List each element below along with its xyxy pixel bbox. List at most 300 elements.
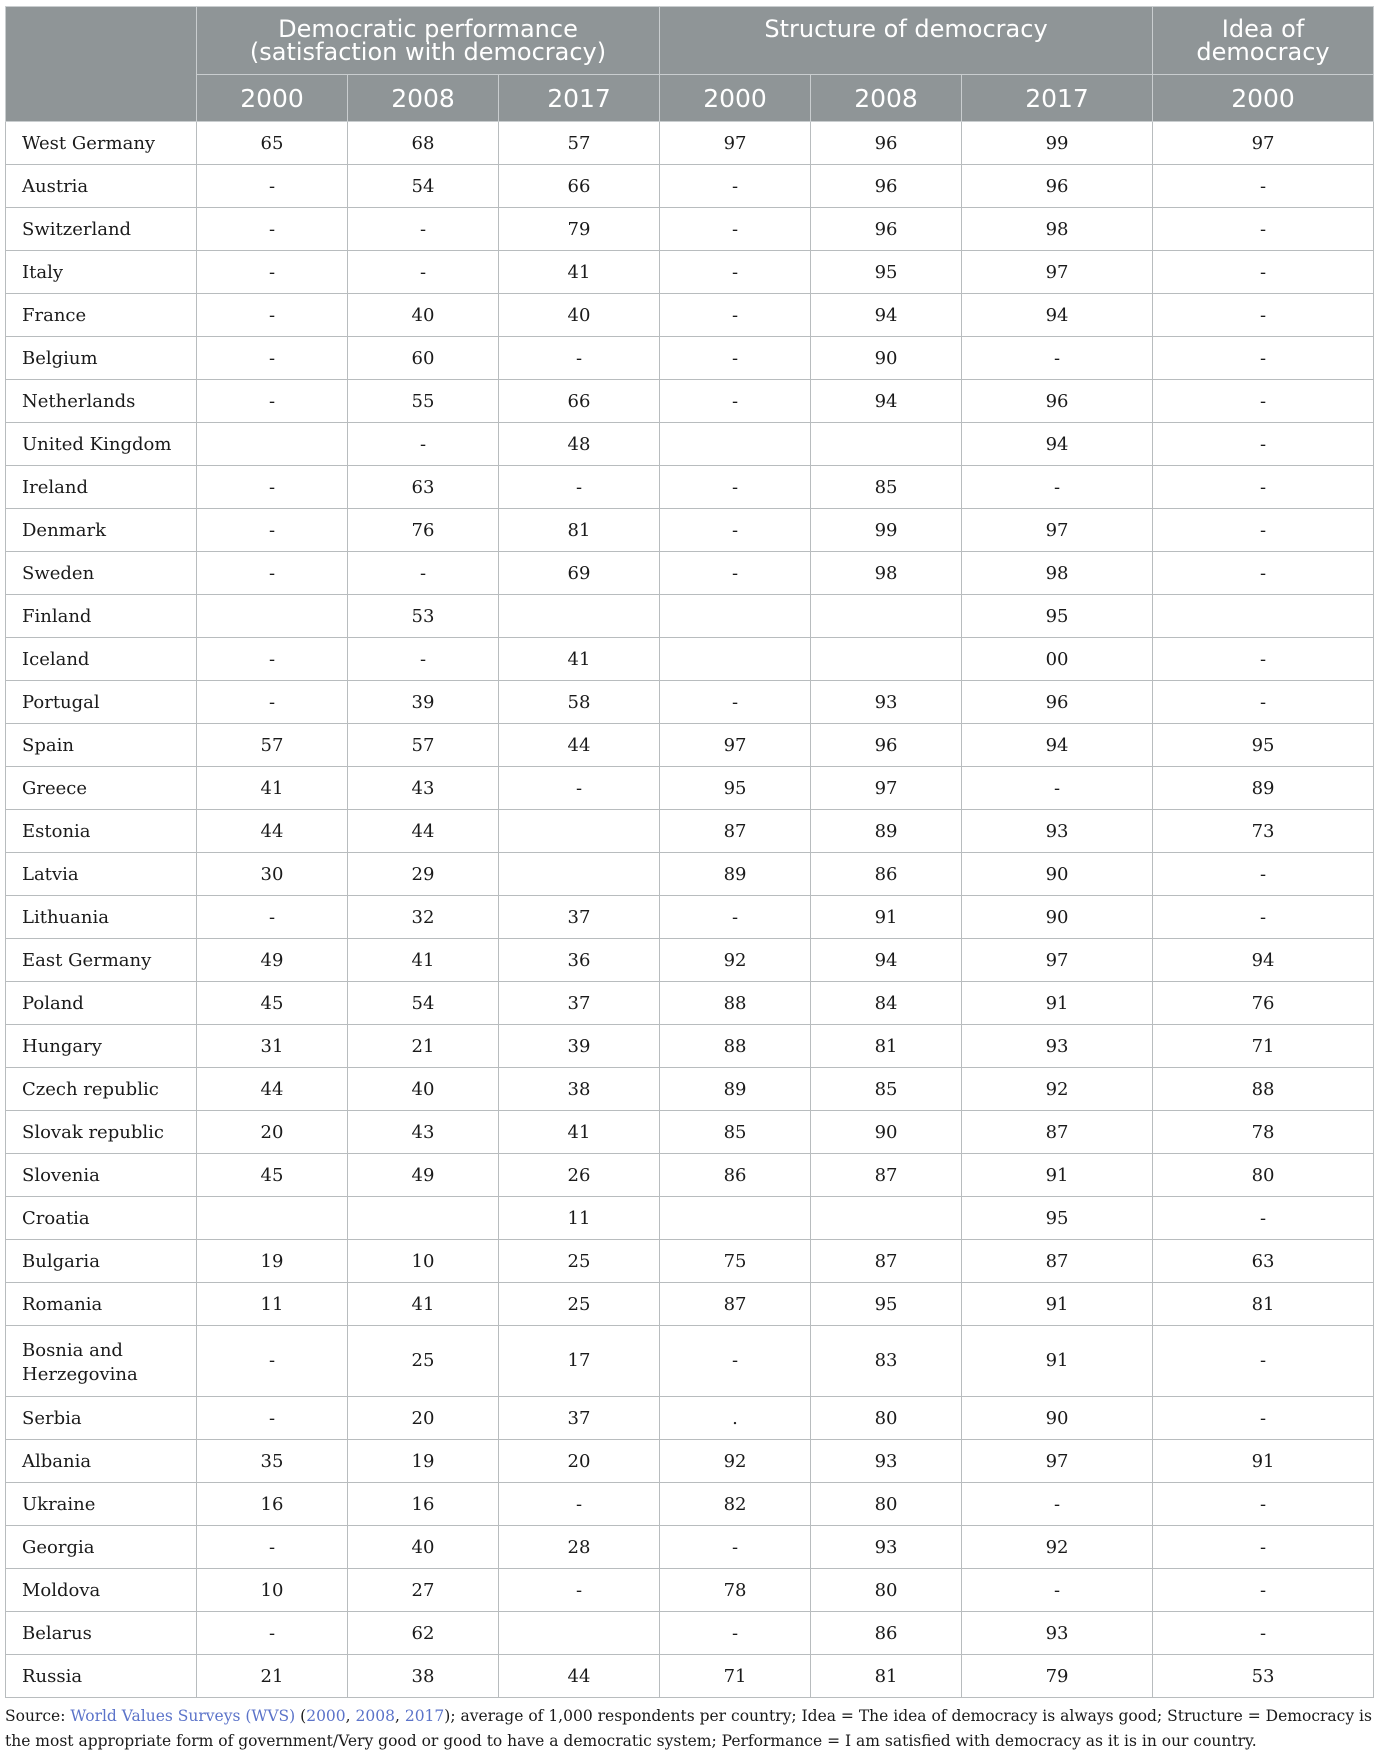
value-cell: 84 [811,982,962,1025]
value-cell: - [1153,423,1374,466]
country-cell: Romania [6,1283,197,1326]
value-cell: 90 [962,896,1153,939]
value-cell: - [197,509,348,552]
value-cell [499,853,660,896]
value-cell [197,423,348,466]
value-cell: 95 [962,1197,1153,1240]
value-cell: - [1153,1526,1374,1569]
value-cell: 91 [962,982,1153,1025]
value-cell: 21 [348,1025,499,1068]
value-cell: 89 [660,853,811,896]
value-cell [811,423,962,466]
value-cell: 41 [348,939,499,982]
value-cell: 90 [962,1397,1153,1440]
value-cell: 94 [962,724,1153,767]
value-cell: 93 [811,1526,962,1569]
value-cell: 54 [348,982,499,1025]
year-header: 2008 [811,75,962,122]
value-cell: 81 [811,1655,962,1698]
table-row [6,638,1374,681]
value-cell: 91 [962,1154,1153,1197]
table-row [6,853,1374,896]
value-cell: 81 [811,1025,962,1068]
group-header-line: Idea of [1221,15,1305,43]
country-cell: Sweden [6,552,197,595]
table-row [6,1655,1374,1698]
value-cell: 98 [962,552,1153,595]
value-cell: 73 [1153,810,1374,853]
table-row [6,251,1374,294]
value-cell: 58 [499,681,660,724]
value-cell: - [962,1483,1153,1526]
value-cell: - [197,1526,348,1569]
value-cell: 25 [499,1240,660,1283]
value-cell: - [197,337,348,380]
value-cell: 65 [197,122,348,165]
value-cell: 16 [197,1483,348,1526]
value-cell: - [660,681,811,724]
value-cell: 30 [197,853,348,896]
country-cell: Finland [6,595,197,638]
value-cell: 95 [660,767,811,810]
value-cell [1153,595,1374,638]
value-cell: 53 [1153,1655,1374,1698]
table-row [6,1240,1374,1283]
value-cell [197,1197,348,1240]
value-cell: 91 [1153,1440,1374,1483]
table-row [6,294,1374,337]
value-cell: 76 [1153,982,1374,1025]
value-cell: 99 [962,122,1153,165]
citation-link-2017[interactable]: 2017 [404,1707,445,1725]
value-cell: 87 [660,1283,811,1326]
footnote-text: , [345,1707,356,1725]
country-cell [6,1326,197,1397]
year-header: 2017 [962,75,1153,122]
table-row [6,509,1374,552]
value-cell: 80 [1153,1154,1374,1197]
value-cell: 76 [348,509,499,552]
value-cell: 96 [962,681,1153,724]
table-row [6,939,1374,982]
country-column-header [6,7,197,122]
value-cell: - [1153,1612,1374,1655]
value-cell: 40 [348,1068,499,1111]
value-cell: 49 [197,939,348,982]
value-cell: 25 [348,1326,499,1397]
value-cell: 37 [499,1397,660,1440]
year-header: 2017 [499,75,660,122]
value-cell: 26 [499,1154,660,1197]
value-cell: 40 [499,294,660,337]
table-row [6,1326,1374,1397]
country-cell: Belarus [6,1612,197,1655]
value-cell: 94 [811,294,962,337]
footnote-text: , [394,1707,405,1725]
value-cell: 78 [660,1569,811,1612]
country-cell: Estonia [6,810,197,853]
value-cell [660,638,811,681]
table-row [6,208,1374,251]
value-cell: 37 [499,982,660,1025]
table-row [6,982,1374,1025]
value-cell: 99 [811,509,962,552]
value-cell: 95 [811,251,962,294]
value-cell: - [962,767,1153,810]
value-cell: - [1153,337,1374,380]
value-cell: - [1153,638,1374,681]
table-row [6,1440,1374,1483]
value-cell: 39 [348,681,499,724]
democracy-table [5,6,1374,1698]
table-row [6,1569,1374,1612]
value-cell [499,810,660,853]
value-cell: 38 [348,1655,499,1698]
value-cell: 91 [962,1283,1153,1326]
table-row [6,810,1374,853]
group-header-line: Structure of democracy [764,15,1048,43]
value-cell: 69 [499,552,660,595]
value-cell: - [660,1326,811,1397]
value-cell: 20 [499,1440,660,1483]
country-cell: Italy [6,251,197,294]
value-cell: 16 [348,1483,499,1526]
value-cell: 95 [1153,724,1374,767]
table-row [6,1197,1374,1240]
value-cell: - [197,165,348,208]
value-cell: 54 [348,165,499,208]
country-cell: Lithuania [6,896,197,939]
country-cell: Albania [6,1440,197,1483]
country-cell: Netherlands [6,380,197,423]
value-cell: - [348,251,499,294]
value-cell: 80 [811,1397,962,1440]
value-cell: 97 [962,939,1153,982]
value-cell: - [197,466,348,509]
value-cell: 38 [499,1068,660,1111]
table-row [6,767,1374,810]
country-cell: Hungary [6,1025,197,1068]
value-cell: - [660,466,811,509]
year-header: 2000 [1153,75,1374,122]
value-cell [499,595,660,638]
value-cell: - [499,1569,660,1612]
table-row [6,380,1374,423]
country-cell: Moldova [6,1569,197,1612]
value-cell: - [1153,165,1374,208]
value-cell: - [962,337,1153,380]
value-cell: 97 [660,724,811,767]
value-cell: - [348,638,499,681]
value-cell: - [962,466,1153,509]
value-cell: 20 [348,1397,499,1440]
table-row [6,552,1374,595]
value-cell: - [1153,552,1374,595]
group-header-row [6,7,1374,75]
value-cell: 96 [962,165,1153,208]
value-cell: 93 [811,1440,962,1483]
source-link[interactable]: World Values Surveys (WVS) [70,1707,296,1725]
value-cell: - [499,337,660,380]
value-cell: 31 [197,1025,348,1068]
group-header-idea [1153,7,1374,75]
table-row [6,122,1374,165]
year-header-row [6,75,1374,122]
value-cell: 44 [499,724,660,767]
table-row [6,1025,1374,1068]
group-header-performance [197,7,660,75]
citation-link-2008[interactable]: 2008 [355,1707,395,1725]
value-cell: 19 [197,1240,348,1283]
value-cell: 45 [197,982,348,1025]
table-row [6,1283,1374,1326]
table-row [6,423,1374,466]
value-cell: 21 [197,1655,348,1698]
value-cell [811,595,962,638]
value-cell: 28 [499,1526,660,1569]
table-row [6,1111,1374,1154]
value-cell: - [1153,380,1374,423]
value-cell: 87 [962,1111,1153,1154]
group-header-line: Democratic performance [278,15,578,43]
value-cell: 88 [1153,1068,1374,1111]
value-cell: - [197,681,348,724]
value-cell: - [1153,251,1374,294]
year-header: 2000 [197,75,348,122]
table-row [6,1397,1374,1440]
value-cell: . [660,1397,811,1440]
value-cell: 11 [197,1283,348,1326]
value-cell: 19 [348,1440,499,1483]
value-cell: 39 [499,1025,660,1068]
value-cell: 79 [499,208,660,251]
value-cell: 57 [499,122,660,165]
country-cell: Slovak republic [6,1111,197,1154]
value-cell: - [197,1326,348,1397]
value-cell: - [348,423,499,466]
country-cell: Slovenia [6,1154,197,1197]
value-cell: 32 [348,896,499,939]
value-cell: 71 [1153,1025,1374,1068]
value-cell: 44 [197,1068,348,1111]
country-cell: Portugal [6,681,197,724]
country-cell: Georgia [6,1526,197,1569]
value-cell: 49 [348,1154,499,1197]
value-cell: 60 [348,337,499,380]
group-header-structure [660,7,1153,75]
table-row [6,1612,1374,1655]
table-row [6,681,1374,724]
value-cell: 95 [962,595,1153,638]
value-cell: 98 [962,208,1153,251]
country-cell: Poland [6,982,197,1025]
value-cell: 96 [811,165,962,208]
value-cell: 88 [660,1025,811,1068]
value-cell: 41 [197,767,348,810]
value-cell [660,595,811,638]
value-cell: 81 [1153,1283,1374,1326]
value-cell: 86 [660,1154,811,1197]
country-cell: Denmark [6,509,197,552]
value-cell: - [660,552,811,595]
value-cell: 97 [1153,122,1374,165]
value-cell [660,423,811,466]
value-cell: 94 [962,294,1153,337]
value-cell: - [660,294,811,337]
value-cell: - [197,552,348,595]
value-cell: 83 [811,1326,962,1397]
country-cell: Latvia [6,853,197,896]
value-cell [811,1197,962,1240]
value-cell: - [348,208,499,251]
value-cell: 89 [1153,767,1374,810]
value-cell: - [660,1612,811,1655]
value-cell: - [197,251,348,294]
value-cell: - [499,1483,660,1526]
value-cell: 41 [348,1283,499,1326]
value-cell: 40 [348,1526,499,1569]
value-cell: 88 [660,982,811,1025]
country-cell: Serbia [6,1397,197,1440]
value-cell: 44 [499,1655,660,1698]
value-cell: 78 [1153,1111,1374,1154]
value-cell [348,1197,499,1240]
value-cell [197,595,348,638]
table-row [6,165,1374,208]
value-cell: - [499,767,660,810]
value-cell: 92 [962,1068,1153,1111]
country-cell: United Kingdom [6,423,197,466]
country-line: Herzegovina [22,1364,138,1385]
value-cell: 97 [962,1440,1153,1483]
country-cell: Switzerland [6,208,197,251]
country-cell: Spain [6,724,197,767]
value-cell: 10 [348,1240,499,1283]
value-cell: 93 [962,810,1153,853]
value-cell: 95 [811,1283,962,1326]
value-cell: 90 [962,853,1153,896]
value-cell [811,638,962,681]
value-cell: 66 [499,165,660,208]
footnote-text: ); average of 1,000 respondents per country; Idea = The idea of democracy is always good; Structure = Democracy is the most appropriate form of government/Very good or good to have a democratic system; Performance = I am satisfied with democracy as it is in our country. [5,1707,1372,1750]
value-cell: 93 [962,1612,1153,1655]
value-cell: 68 [348,122,499,165]
value-cell: - [197,1397,348,1440]
value-cell: 37 [499,896,660,939]
value-cell: 10 [197,1569,348,1612]
value-cell: - [1153,466,1374,509]
year-header: 2000 [660,75,811,122]
table-row [6,466,1374,509]
value-cell: 66 [499,380,660,423]
value-cell: 92 [962,1526,1153,1569]
value-cell: 62 [348,1612,499,1655]
value-cell: 94 [811,380,962,423]
value-cell: 43 [348,1111,499,1154]
citation-link-2000[interactable]: 2000 [306,1707,346,1725]
value-cell: 63 [348,466,499,509]
country-cell: Czech republic [6,1068,197,1111]
country-cell: Bulgaria [6,1240,197,1283]
value-cell: 91 [962,1326,1153,1397]
value-cell: 85 [811,1068,962,1111]
value-cell: - [660,165,811,208]
table-footnote [5,1704,1373,1754]
value-cell: 87 [660,810,811,853]
value-cell: 41 [499,251,660,294]
value-cell: - [660,337,811,380]
value-cell: 43 [348,767,499,810]
value-cell: - [660,380,811,423]
value-cell: 44 [197,810,348,853]
country-line: Bosnia and [22,1340,123,1361]
value-cell: 93 [962,1025,1153,1068]
value-cell: - [1153,208,1374,251]
value-cell: - [660,1526,811,1569]
value-cell: 90 [811,337,962,380]
value-cell: 96 [811,724,962,767]
value-cell: 92 [660,939,811,982]
value-cell: 85 [811,466,962,509]
table-container [5,6,1373,1754]
value-cell: - [1153,1326,1374,1397]
value-cell: 92 [660,1440,811,1483]
table-row [6,1154,1374,1197]
value-cell: - [348,552,499,595]
value-cell: - [660,251,811,294]
country-cell: West Germany [6,122,197,165]
country-cell: Iceland [6,638,197,681]
country-cell: Ukraine [6,1483,197,1526]
country-cell: Austria [6,165,197,208]
table-body [6,122,1374,1698]
value-cell: 93 [811,681,962,724]
value-cell: - [197,1612,348,1655]
group-header-line: (satisfaction with democracy) [249,38,607,66]
value-cell: - [1153,509,1374,552]
value-cell: 79 [962,1655,1153,1698]
value-cell: 87 [811,1154,962,1197]
country-cell: Greece [6,767,197,810]
value-cell: 57 [348,724,499,767]
value-cell: 94 [811,939,962,982]
value-cell: 87 [811,1240,962,1283]
value-cell: 00 [962,638,1153,681]
value-cell: - [197,896,348,939]
value-cell: - [197,294,348,337]
value-cell: 89 [811,810,962,853]
value-cell: - [1153,1569,1374,1612]
value-cell [499,1612,660,1655]
value-cell: - [660,896,811,939]
value-cell: 85 [660,1111,811,1154]
value-cell: 98 [811,552,962,595]
value-cell: 96 [811,122,962,165]
value-cell: 87 [962,1240,1153,1283]
value-cell: 41 [499,1111,660,1154]
value-cell: - [197,638,348,681]
value-cell: - [197,208,348,251]
country-cell: East Germany [6,939,197,982]
value-cell: 97 [962,251,1153,294]
value-cell: - [1153,294,1374,337]
value-cell: - [962,1569,1153,1612]
value-cell: 80 [811,1569,962,1612]
country-cell: Russia [6,1655,197,1698]
value-cell: 97 [660,122,811,165]
value-cell: - [197,380,348,423]
value-cell: 90 [811,1111,962,1154]
